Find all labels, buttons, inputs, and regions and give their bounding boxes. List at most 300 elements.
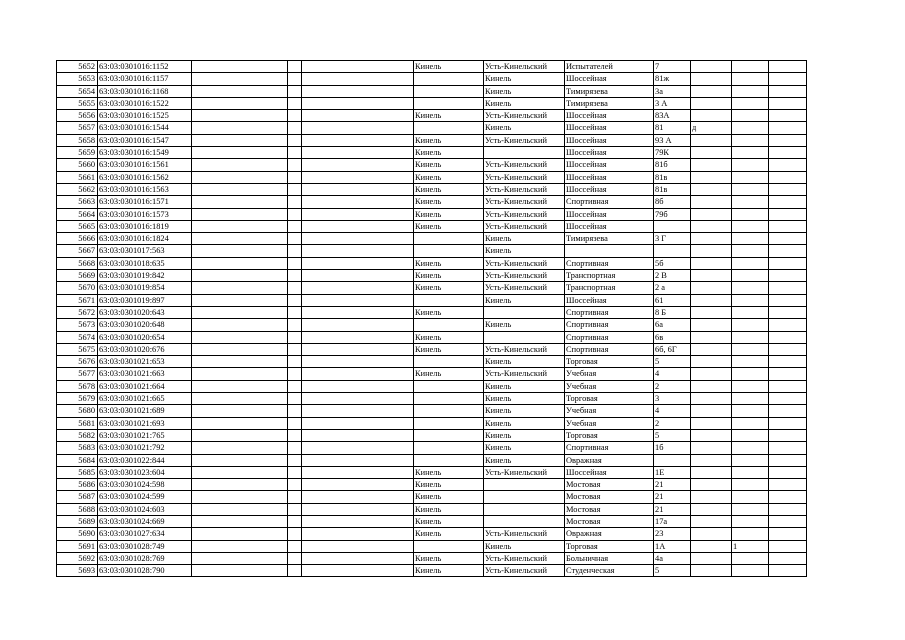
cell-street: Тимирязева (565, 85, 654, 97)
cell-city: Кинель (414, 257, 484, 269)
cell-c5 (302, 73, 414, 85)
cell-num: 5670 (57, 282, 98, 294)
cell-c11 (732, 282, 769, 294)
cell-c5 (302, 417, 414, 429)
cell-district: Усть-Кинельский (484, 183, 565, 195)
cell-num: 5687 (57, 491, 98, 503)
cell-c5 (302, 405, 414, 417)
cell-street: Торговая (565, 356, 654, 368)
cell-district: Усть-Кинельский (484, 159, 565, 171)
table-row (57, 73, 807, 85)
cell-c4 (288, 343, 302, 355)
cell-house: 4 (654, 368, 691, 380)
cell-c10 (691, 171, 732, 183)
cell-street (565, 245, 654, 257)
cell-street: Спортивная (565, 343, 654, 355)
cell-c11 (732, 442, 769, 454)
cell-district: Кинель (484, 319, 565, 331)
cell-num: 5677 (57, 368, 98, 380)
cell-cadastral: 63:03:0301019:842 (98, 270, 192, 282)
cell-city: Кинель (414, 515, 484, 527)
cell-c12 (769, 405, 807, 417)
cell-c5 (302, 380, 414, 392)
cell-c3 (192, 319, 288, 331)
cell-cadastral: 63:03:0301016:1563 (98, 183, 192, 195)
cell-house: 6б, 6Г (654, 343, 691, 355)
cell-c3 (192, 429, 288, 441)
cell-cadastral: 63:03:0301016:1562 (98, 171, 192, 183)
cell-c4 (288, 134, 302, 146)
cell-house: 81в (654, 183, 691, 195)
cell-num: 5666 (57, 233, 98, 245)
cell-c11 (732, 306, 769, 318)
table-row (57, 565, 807, 577)
cell-num: 5680 (57, 405, 98, 417)
cell-num: 5657 (57, 122, 98, 134)
cell-district: Усть-Кинельский (484, 196, 565, 208)
table-row (57, 134, 807, 146)
cell-city: Кинель (414, 196, 484, 208)
cell-c11 (732, 61, 769, 73)
cell-c10 (691, 356, 732, 368)
cell-num: 5658 (57, 134, 98, 146)
cell-c12 (769, 134, 807, 146)
cell-house (654, 245, 691, 257)
cell-street: Мостовая (565, 503, 654, 515)
cell-c12 (769, 343, 807, 355)
table-row (57, 159, 807, 171)
cell-house: 81в (654, 171, 691, 183)
cell-c12 (769, 183, 807, 195)
cell-cadastral: 63:03:0301023:604 (98, 466, 192, 478)
cell-c12 (769, 442, 807, 454)
cell-street: Овражная (565, 454, 654, 466)
cell-c12 (769, 257, 807, 269)
cell-c12 (769, 319, 807, 331)
cell-c3 (192, 540, 288, 552)
cell-house: 4а (654, 552, 691, 564)
cell-c3 (192, 343, 288, 355)
cell-c12 (769, 208, 807, 220)
table-row (57, 110, 807, 122)
cell-c11 (732, 343, 769, 355)
cell-c11 (732, 183, 769, 195)
cell-c12 (769, 270, 807, 282)
cell-c3 (192, 380, 288, 392)
table-row (57, 306, 807, 318)
cell-c10: д (691, 122, 732, 134)
cell-c11 (732, 110, 769, 122)
cell-c12 (769, 171, 807, 183)
cell-c11 (732, 147, 769, 159)
cell-house: 93 А (654, 134, 691, 146)
cell-cadastral: 63:03:0301021:689 (98, 405, 192, 417)
cell-city (414, 380, 484, 392)
cell-c10 (691, 208, 732, 220)
cell-c11 (732, 331, 769, 343)
cell-c10 (691, 491, 732, 503)
cell-c4 (288, 183, 302, 195)
cell-c11: 1 (732, 540, 769, 552)
cell-cadastral: 63:03:0301021:693 (98, 417, 192, 429)
cell-c11 (732, 319, 769, 331)
cell-district: Кинель (484, 454, 565, 466)
cell-c11 (732, 368, 769, 380)
table-row (57, 552, 807, 564)
cell-city: Кинель (414, 479, 484, 491)
cell-street: Спортивная (565, 331, 654, 343)
cell-c3 (192, 331, 288, 343)
cell-c11 (732, 257, 769, 269)
cell-c12 (769, 368, 807, 380)
table-row (57, 97, 807, 109)
cell-cadastral: 63:03:0301021:664 (98, 380, 192, 392)
cell-district: Кинель (484, 245, 565, 257)
cell-c11 (732, 220, 769, 232)
cell-c3 (192, 159, 288, 171)
cell-city (414, 245, 484, 257)
cell-house: 3а (654, 85, 691, 97)
table-row (57, 380, 807, 392)
cell-c5 (302, 183, 414, 195)
table-row (57, 270, 807, 282)
cell-cadastral: 63:03:0301016:1522 (98, 97, 192, 109)
cell-c4 (288, 208, 302, 220)
cell-cadastral: 63:03:0301028:790 (98, 565, 192, 577)
cell-cadastral: 63:03:0301024:598 (98, 479, 192, 491)
cell-c11 (732, 466, 769, 478)
cell-house: 5 (654, 356, 691, 368)
cell-c12 (769, 565, 807, 577)
cell-street: Шоссейная (565, 122, 654, 134)
cell-c3 (192, 294, 288, 306)
cell-c4 (288, 491, 302, 503)
cell-c5 (302, 306, 414, 318)
cell-num: 5684 (57, 454, 98, 466)
cell-num: 5676 (57, 356, 98, 368)
cell-c5 (302, 343, 414, 355)
cell-district (484, 491, 565, 503)
cell-city: Кинель (414, 159, 484, 171)
cell-cadastral: 63:03:0301016:1573 (98, 208, 192, 220)
cell-c5 (302, 282, 414, 294)
cell-c3 (192, 245, 288, 257)
cell-city: Кинель (414, 343, 484, 355)
cell-cadastral: 63:03:0301016:1547 (98, 134, 192, 146)
cell-c5 (302, 479, 414, 491)
cell-district: Кинель (484, 356, 565, 368)
cell-c12 (769, 454, 807, 466)
cell-house: 79К (654, 147, 691, 159)
cell-c11 (732, 491, 769, 503)
cell-city: Кинель (414, 282, 484, 294)
cell-c10 (691, 270, 732, 282)
cell-c5 (302, 442, 414, 454)
cell-num: 5690 (57, 528, 98, 540)
cell-c10 (691, 183, 732, 195)
table-row (57, 183, 807, 195)
cell-c4 (288, 306, 302, 318)
cell-city: Кинель (414, 368, 484, 380)
cell-c3 (192, 97, 288, 109)
cell-c5 (302, 552, 414, 564)
cell-c3 (192, 479, 288, 491)
cell-c11 (732, 233, 769, 245)
cell-city: Кинель (414, 331, 484, 343)
cell-c12 (769, 233, 807, 245)
cell-c3 (192, 417, 288, 429)
cell-c5 (302, 368, 414, 380)
cell-c4 (288, 171, 302, 183)
cell-c3 (192, 356, 288, 368)
cell-c10 (691, 61, 732, 73)
cell-num: 5682 (57, 429, 98, 441)
cell-c12 (769, 110, 807, 122)
cell-city: Кинель (414, 61, 484, 73)
cell-c5 (302, 196, 414, 208)
cell-street: Шоссейная (565, 208, 654, 220)
cell-street: Спортивная (565, 442, 654, 454)
cell-c10 (691, 429, 732, 441)
cell-house: 4 (654, 405, 691, 417)
cell-city (414, 233, 484, 245)
cell-city (414, 97, 484, 109)
cell-c10 (691, 257, 732, 269)
cell-c4 (288, 393, 302, 405)
cell-num: 5674 (57, 331, 98, 343)
cell-c3 (192, 405, 288, 417)
cell-c12 (769, 552, 807, 564)
cell-c4 (288, 282, 302, 294)
cell-c3 (192, 147, 288, 159)
cell-c4 (288, 294, 302, 306)
cell-c3 (192, 282, 288, 294)
cell-cadastral: 63:03:0301027:634 (98, 528, 192, 540)
cell-c10 (691, 503, 732, 515)
cell-num: 5669 (57, 270, 98, 282)
cell-c12 (769, 122, 807, 134)
table-row (57, 257, 807, 269)
cell-district: Усть-Кинельский (484, 171, 565, 183)
cell-city: Кинель (414, 110, 484, 122)
cell-district: Усть-Кинельский (484, 208, 565, 220)
cell-c5 (302, 257, 414, 269)
cell-street: Шоссейная (565, 466, 654, 478)
cell-num: 5671 (57, 294, 98, 306)
cell-c4 (288, 442, 302, 454)
cell-c5 (302, 233, 414, 245)
cell-num: 5660 (57, 159, 98, 171)
table-row (57, 528, 807, 540)
cell-district: Кинель (484, 122, 565, 134)
cell-street: Шоссейная (565, 159, 654, 171)
cell-cadastral: 63:03:0301016:1549 (98, 147, 192, 159)
cell-c12 (769, 503, 807, 515)
cell-c5 (302, 393, 414, 405)
table-row (57, 393, 807, 405)
cell-c3 (192, 515, 288, 527)
cell-house: 3 А (654, 97, 691, 109)
cell-c11 (732, 528, 769, 540)
cell-c10 (691, 220, 732, 232)
table-row (57, 282, 807, 294)
cell-num: 5653 (57, 73, 98, 85)
cell-c5 (302, 528, 414, 540)
table-row (57, 208, 807, 220)
cell-c3 (192, 491, 288, 503)
cell-district: Кинель (484, 393, 565, 405)
cell-c12 (769, 466, 807, 478)
cell-house: 1б (654, 442, 691, 454)
cell-cadastral: 63:03:0301016:1168 (98, 85, 192, 97)
cell-house: 1А (654, 540, 691, 552)
cell-street: Шоссейная (565, 294, 654, 306)
cell-c12 (769, 282, 807, 294)
cell-c5 (302, 454, 414, 466)
cell-c4 (288, 270, 302, 282)
table-row (57, 368, 807, 380)
cell-c4 (288, 319, 302, 331)
cell-c5 (302, 85, 414, 97)
cell-cadastral: 63:03:0301024:599 (98, 491, 192, 503)
cell-c10 (691, 245, 732, 257)
cell-street: Учебная (565, 405, 654, 417)
cell-c10 (691, 134, 732, 146)
cell-cadastral: 63:03:0301019:897 (98, 294, 192, 306)
cell-num: 5678 (57, 380, 98, 392)
cell-c4 (288, 257, 302, 269)
cell-c12 (769, 380, 807, 392)
cell-c10 (691, 343, 732, 355)
cell-c3 (192, 503, 288, 515)
cell-c4 (288, 528, 302, 540)
cell-house: 3 (654, 393, 691, 405)
cell-c11 (732, 565, 769, 577)
cell-c5 (302, 61, 414, 73)
cell-c3 (192, 257, 288, 269)
cell-num: 5668 (57, 257, 98, 269)
cell-district (484, 331, 565, 343)
cell-cadastral: 63:03:0301016:1544 (98, 122, 192, 134)
cell-cadastral: 63:03:0301020:676 (98, 343, 192, 355)
cell-city (414, 454, 484, 466)
table-row (57, 429, 807, 441)
cell-street: Шоссейная (565, 220, 654, 232)
cell-city: Кинель (414, 270, 484, 282)
cell-c10 (691, 405, 732, 417)
cell-district: Усть-Кинельский (484, 257, 565, 269)
cell-cadastral: 63:03:0301028:769 (98, 552, 192, 564)
cell-city: Кинель (414, 183, 484, 195)
table-row (57, 540, 807, 552)
cell-num: 5654 (57, 85, 98, 97)
cell-district: Усть-Кинельский (484, 528, 565, 540)
cell-c3 (192, 442, 288, 454)
cell-c4 (288, 380, 302, 392)
cell-cadastral: 63:03:0301016:1819 (98, 220, 192, 232)
cell-c4 (288, 61, 302, 73)
cell-city: Кинель (414, 208, 484, 220)
cell-c11 (732, 245, 769, 257)
cell-district: Усть-Кинельский (484, 61, 565, 73)
cell-city: Кинель (414, 565, 484, 577)
cell-cadastral: 63:03:0301024:603 (98, 503, 192, 515)
cell-district (484, 306, 565, 318)
cell-c11 (732, 208, 769, 220)
table-row (57, 331, 807, 343)
table-row (57, 454, 807, 466)
cell-house: 2 (654, 380, 691, 392)
cell-c4 (288, 503, 302, 515)
cell-house: 8 Б (654, 306, 691, 318)
cell-cadastral: 63:03:0301020:643 (98, 306, 192, 318)
cell-num: 5662 (57, 183, 98, 195)
cell-c12 (769, 85, 807, 97)
cell-c11 (732, 159, 769, 171)
cell-c3 (192, 183, 288, 195)
cell-c10 (691, 306, 732, 318)
cell-street: Мостовая (565, 479, 654, 491)
table-row (57, 466, 807, 478)
cell-num: 5675 (57, 343, 98, 355)
cell-city (414, 122, 484, 134)
cell-cadastral: 63:03:0301019:854 (98, 282, 192, 294)
cell-district: Усть-Кинельский (484, 368, 565, 380)
cell-c3 (192, 393, 288, 405)
cell-city (414, 294, 484, 306)
cell-c10 (691, 97, 732, 109)
cell-district: Усть-Кинельский (484, 270, 565, 282)
table-row (57, 503, 807, 515)
cell-cadastral: 63:03:0301024:669 (98, 515, 192, 527)
cell-house: 2 а (654, 282, 691, 294)
cell-house (654, 454, 691, 466)
cell-c4 (288, 233, 302, 245)
cell-num: 5689 (57, 515, 98, 527)
cell-house: 21 (654, 479, 691, 491)
cell-c5 (302, 134, 414, 146)
cell-house: 5 (654, 429, 691, 441)
cell-c12 (769, 491, 807, 503)
cell-c10 (691, 368, 732, 380)
cell-street: Учебная (565, 417, 654, 429)
cell-house: 5б (654, 257, 691, 269)
cell-num: 5693 (57, 565, 98, 577)
cell-num: 5673 (57, 319, 98, 331)
cell-c4 (288, 368, 302, 380)
cell-house: 7 (654, 61, 691, 73)
cell-district: Усть-Кинельский (484, 565, 565, 577)
cell-street: Спортивная (565, 306, 654, 318)
cell-c3 (192, 306, 288, 318)
cell-street: Студенческая (565, 565, 654, 577)
cell-c5 (302, 540, 414, 552)
cell-cadastral: 63:03:0301017:563 (98, 245, 192, 257)
cell-c3 (192, 270, 288, 282)
cell-c3 (192, 552, 288, 564)
cell-num: 5659 (57, 147, 98, 159)
cell-c4 (288, 110, 302, 122)
cell-c3 (192, 73, 288, 85)
table-row (57, 171, 807, 183)
cell-c10 (691, 282, 732, 294)
cell-street: Тимирязева (565, 97, 654, 109)
cell-c4 (288, 122, 302, 134)
cell-num: 5672 (57, 306, 98, 318)
cell-c11 (732, 196, 769, 208)
cell-c11 (732, 122, 769, 134)
cell-cadastral: 63:03:0301020:654 (98, 331, 192, 343)
